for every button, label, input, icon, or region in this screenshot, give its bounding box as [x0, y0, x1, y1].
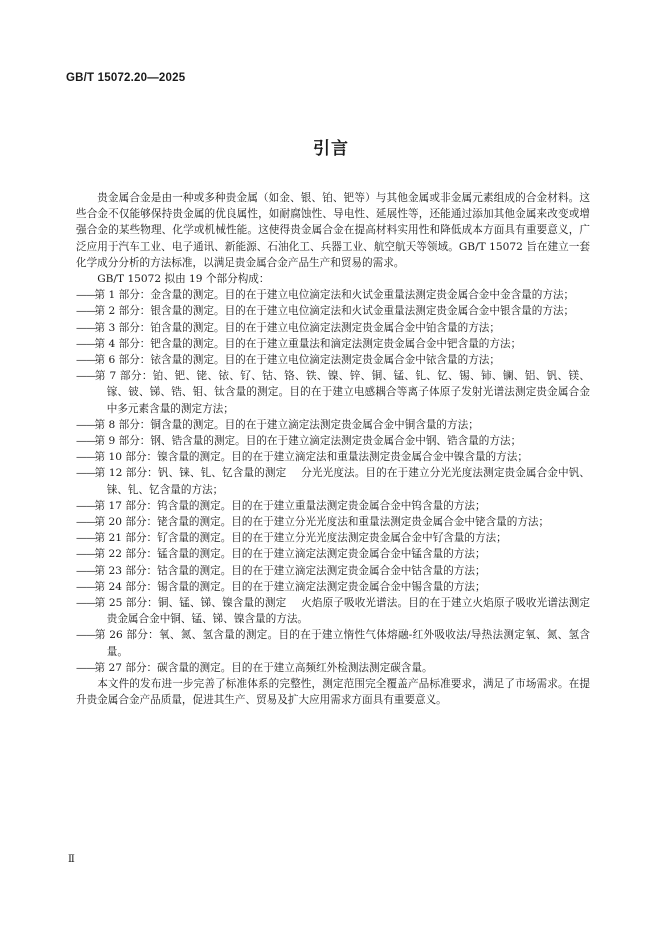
part-description: 目的在于建立分光光度法和重量法测定贵金属合金中铑含量的方法； — [231, 516, 550, 529]
part-description: 目的在于建立滴定法测定贵金属合金中锰含量的方法； — [231, 548, 486, 561]
part-heading: 第 4 部分：钯含量的测定。 — [94, 337, 225, 350]
part-description: 目的在于建立滴定法测定贵金属合金中钢、锆含量的方法； — [245, 435, 522, 448]
list-dash — [76, 320, 95, 336]
part-heading: 第 8 部分：铜含量的测定。 — [94, 418, 225, 431]
list-dash — [76, 352, 95, 368]
list-dash — [76, 336, 95, 352]
part-description: 目的在于建立重量法测定贵金属合金中钨含量的方法； — [231, 499, 486, 512]
list-dash — [76, 627, 95, 643]
list-item — [76, 368, 590, 417]
part-heading: 第 9 部分：钢、锆含量的测定。 — [94, 435, 246, 448]
list-dash — [76, 579, 95, 595]
list-item — [76, 530, 590, 546]
list-dash — [76, 563, 95, 579]
list-item — [76, 627, 590, 659]
list-dash — [76, 449, 95, 465]
list-item — [76, 336, 590, 352]
list-item — [76, 660, 590, 676]
list-dash — [76, 303, 95, 319]
part-description: 目的在于建立惰性气体熔融-红外吸收法/导热法测定氧、氮、氢含量。 — [106, 629, 590, 658]
part-heading: 第 17 部分：钨含量的测定。 — [94, 499, 232, 512]
list-item — [76, 303, 590, 319]
part-heading: 第 26 部分：氧、氮、氢含量的测定。 — [94, 629, 279, 642]
part-heading: 第 6 部分：铱含量的测定。 — [94, 354, 225, 367]
part-description: 目的在于建立滴定法测定贵金属合金中锡含量的方法； — [231, 580, 486, 593]
part-description: 目的在于建立电位滴定法和火试金重量法测定贵金属合金中银含量的方法； — [224, 305, 575, 318]
page-number: Ⅱ — [68, 854, 75, 865]
intro-paragraph: 贵金属合金是由一种或多种贵金属（如金、银、铂、钯等）与其他金属或非金属元素组成的合金材料。这些合金不仅能够保持贵金属的优良属性，如耐腐蚀性、导电性、延展性等，还能通过添加其他金属来改变或增强合金的某些物理、化学或机械性能。这使得贵金属合金在提高材料实用性和降低成本方面具有重要意义，广泛应用于汽车工业、电子通讯、新能源、石油化工、兵器工业、航空航天等领域。GB/T 15072 旨在建立一套化学成分分析的方法标准，以满足贵金属合金产品生产和贸易的需求。 — [76, 192, 590, 269]
list-dash — [76, 433, 95, 449]
list-item — [76, 498, 590, 514]
closing-paragraph: 本文件的发布进一步完善了标准体系的完整性，测定范围完全覆盖产品标准要求，满足了市场需求。在提升贵金属合金产品质量，促进其生产、贸易及扩大应用需求方面具有重要意义。 — [76, 678, 590, 707]
page-title: 引言 — [313, 139, 349, 159]
part-description: 目的在于建立高频红外检测法测定碳含量。 — [231, 661, 433, 674]
list-item — [76, 352, 590, 368]
part-description: 目的在于建立分光光度法测定贵金属合金中钒、铼、钆、钇含量的方法； — [106, 467, 591, 496]
part-description: 目的在于建立电感耦合等离子体原子发射光谱法测定贵金属合金中多元素含量的测定方法； — [106, 386, 590, 415]
part-description: 目的在于建立滴定法和重量法测定贵金属合金中镍含量的方法； — [231, 451, 528, 464]
list-item — [76, 546, 590, 562]
part-heading: 第 22 部分：锰含量的测定。 — [94, 548, 232, 561]
list-dash — [76, 595, 95, 611]
parts-intro: GB/T 15072 拟由 19 个部分构成： — [97, 273, 270, 286]
part-heading: 第 27 部分：碳含量的测定。 — [94, 661, 232, 674]
list-dash — [76, 660, 95, 676]
part-method: 分光光度法。 — [301, 467, 366, 480]
part-heading: 第 21 部分：钌含量的测定。 — [94, 532, 232, 545]
part-description: 目的在于建立重量法和滴定法测定贵金属合金中钯含量的方法； — [224, 337, 522, 350]
part-description: 目的在于建立电位滴定法测定贵金属合金中铂含量的方法； — [224, 321, 500, 334]
part-heading: 第 24 部分：锡含量的测定。 — [94, 580, 232, 593]
part-description: 目的在于建立滴定法测定贵金属合金中铜含量的方法； — [224, 418, 479, 431]
part-description: 目的在于建立火焰原子吸收光谱法测定贵金属合金中铜、锰、锑、镍含量的方法。 — [106, 597, 591, 626]
part-heading: 第 12 部分：钒、铼、钆、钇含量的测定 — [94, 467, 287, 480]
list-item — [76, 514, 590, 530]
part-heading: 第 1 部分：金含量的测定。 — [94, 289, 225, 302]
list-dash — [76, 465, 95, 481]
list-dash — [76, 514, 95, 530]
part-description: 目的在于建立滴定法测定贵金属合金中钴含量的方法； — [231, 564, 486, 577]
list-dash — [76, 498, 95, 514]
list-item — [76, 449, 590, 465]
list-dash — [76, 417, 95, 433]
list-dash — [76, 287, 95, 303]
list-dash — [76, 546, 95, 562]
document-body — [76, 190, 590, 709]
parts-list — [76, 287, 590, 676]
list-item — [76, 287, 590, 303]
part-heading: 第 25 部分：铜、锰、锑、镍含量的测定 — [94, 597, 287, 610]
list-item — [76, 417, 590, 433]
list-item — [76, 563, 590, 579]
list-item — [76, 595, 590, 627]
list-dash — [76, 368, 95, 384]
list-item — [76, 465, 590, 497]
part-description: 目的在于建立分光光度法测定贵金属合金中钌含量的方法； — [231, 532, 507, 545]
part-method: 火焰原子吸收光谱法。 — [301, 597, 409, 610]
list-item — [76, 579, 590, 595]
list-dash — [76, 530, 95, 546]
part-heading: 第 3 部分：铂含量的测定。 — [94, 321, 225, 334]
list-item — [76, 320, 590, 336]
list-item — [76, 433, 590, 449]
part-heading: 第 10 部分：镍含量的测定。 — [94, 451, 232, 464]
standard-code: GB/T 15072.20—2025 — [66, 72, 186, 84]
part-description: 目的在于建立电位滴定法测定贵金属合金中铱含量的方法； — [224, 354, 500, 367]
part-description: 目的在于建立电位滴定法和火试金重量法测定贵金属合金中金含量的方法； — [224, 289, 575, 302]
part-heading: 第 2 部分：银含量的测定。 — [94, 305, 225, 318]
part-heading: 第 7 部分：铂、钯、铑、铱、钌、钴、铬、铁、镍、锌、铜、锰、钆、钇、锡、铈、镧、铝、钒、镁、镓、铍、锑、锆、钼、钛含量的测定。 — [94, 370, 590, 399]
part-heading: 第 23 部分：钴含量的测定。 — [94, 564, 232, 577]
part-heading: 第 20 部分：铑含量的测定。 — [94, 516, 232, 529]
